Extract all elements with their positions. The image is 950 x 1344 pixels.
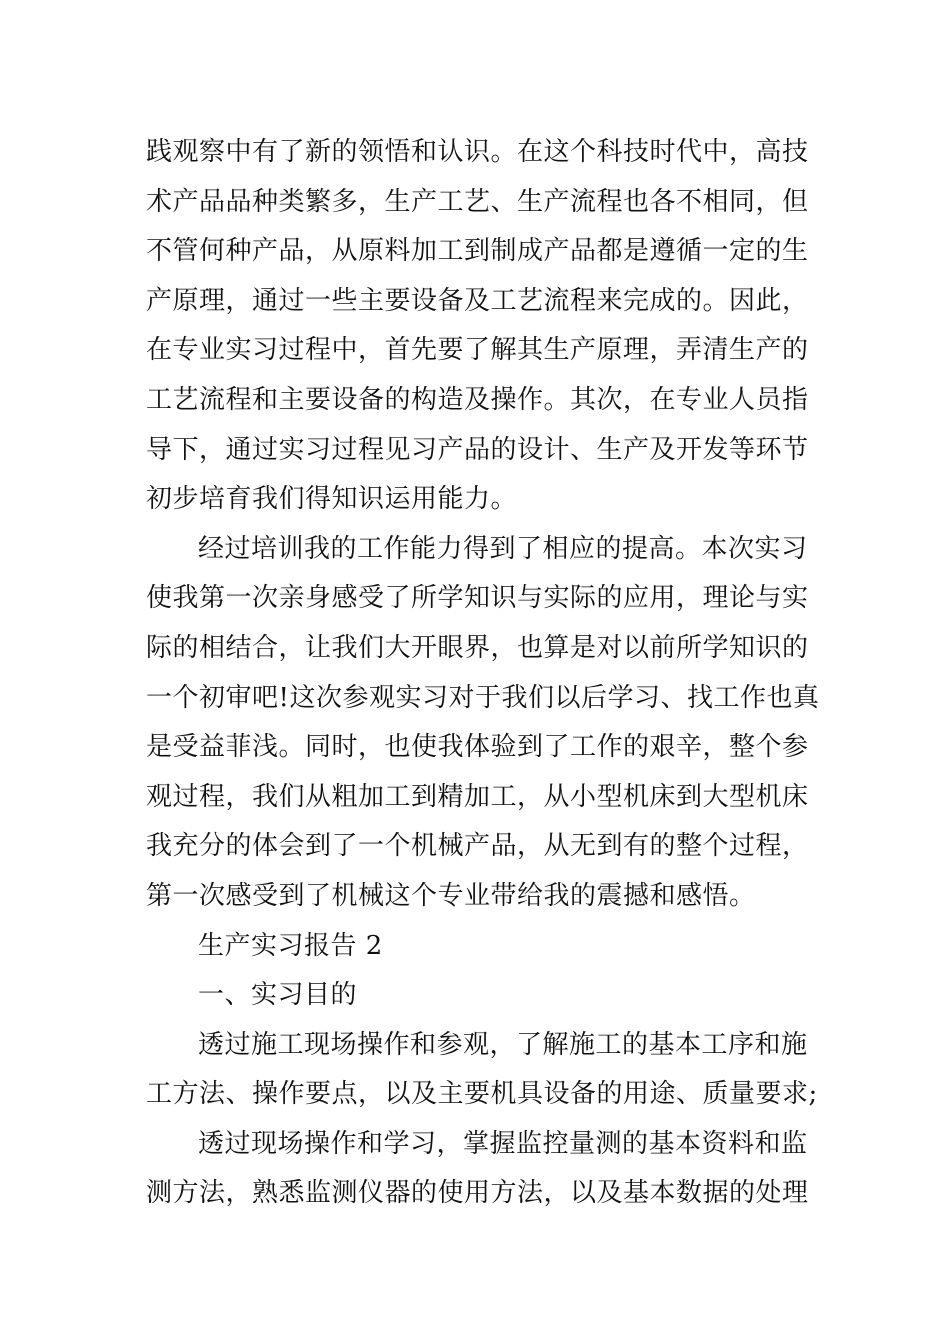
text-line: 在专业实习过程中，首先要了解其生产原理，弄清生产的 [146, 335, 809, 366]
text-line: 践观察中有了新的领悟和认识。在这个科技时代中，高技 [146, 137, 809, 167]
text-line: 透过现场操作和学习，掌握监控量测的基本资料和监 [198, 1128, 808, 1159]
text-line: 我充分的体会到了一个机械产品，从无到有的整个过程， [146, 831, 809, 862]
text-line: 一个初审吧!这次参观实习对于我们以后学习、找工作也真 [146, 682, 820, 713]
text-line: 透过施工现场操作和参观，了解施工的基本工序和施 [198, 1029, 808, 1060]
text-line: 工方法、操作要点，以及主要机具设备的用途、质量要求; [146, 1079, 818, 1110]
text-line: 工艺流程和主要设备的构造及操作。其次，在专业人员指 [146, 384, 809, 415]
text-line: 测方法，熟悉监测仪器的使用方法，以及基本数据的处理 [146, 1178, 809, 1209]
text-line: 使我第一次亲身感受了所学知识与实际的应用，理论与实 [146, 583, 809, 614]
section-heading: 一、实习目的 [198, 980, 358, 1011]
text-line: 际的相结合，让我们大开眼界，也算是对以前所学知识的 [146, 632, 809, 663]
text-line: 不管何种产品，从原料加工到制成产品都是遵循一定的生 [146, 236, 809, 267]
section-heading: 生产实习报告 2 [198, 930, 383, 961]
document-body [146, 128, 820, 1219]
text-line: 产原理，通过一些主要设备及工艺流程来完成的。因此， [146, 285, 809, 316]
text-line: 第一次感受到了机械这个专业带给我的震撼和感悟。 [146, 880, 756, 911]
text-line: 观过程，我们从粗加工到精加工，从小型机床到大型机床 [146, 781, 809, 812]
text-line: 是受益菲浅。同时，也使我体验到了工作的艰辛，整个参 [146, 732, 809, 763]
text-line: 导下，通过实习过程见习产品的设计、生产及开发等环节 [146, 434, 809, 465]
text-line: 术产品品种类繁多，生产工艺、生产流程也各不相同，但 [146, 186, 809, 217]
text-line: 初步培育我们得知识运用能力。 [146, 484, 518, 515]
text-line: 经过培训我的工作能力得到了相应的提高。本次实习 [198, 533, 808, 564]
